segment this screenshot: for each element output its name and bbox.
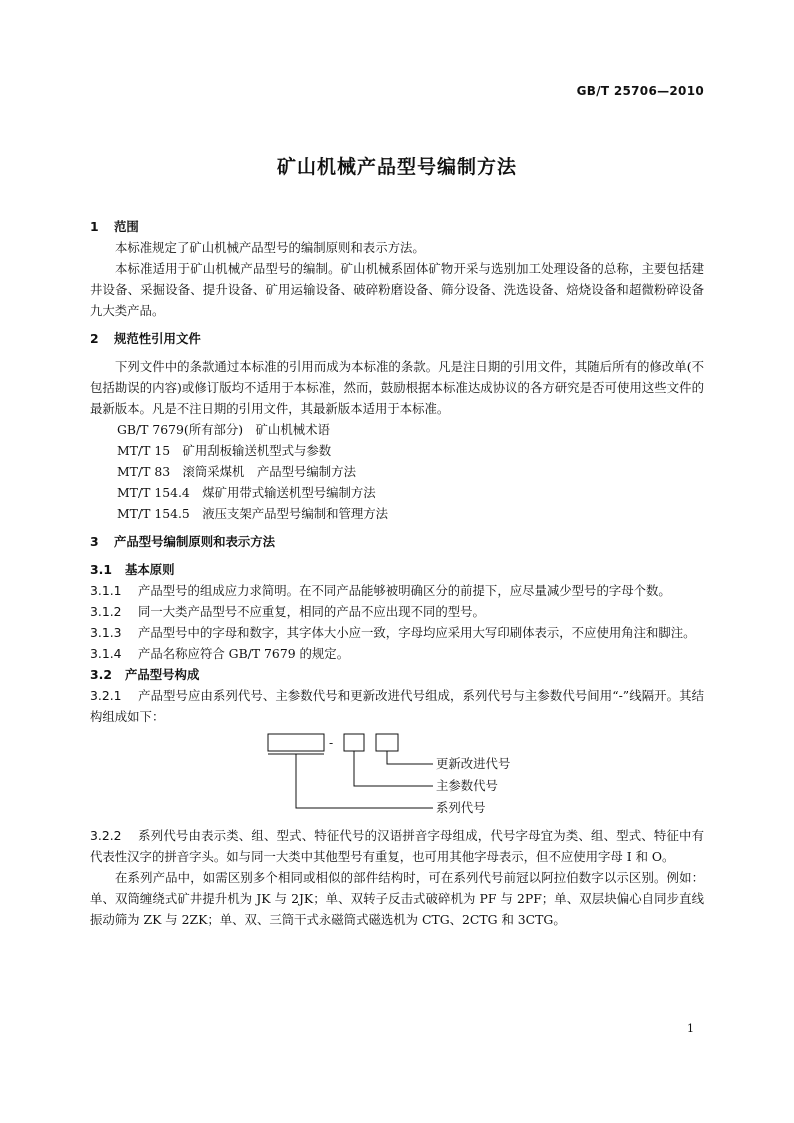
document-title: 矿山机械产品型号编制方法 <box>276 156 517 178</box>
section-number: 1 <box>90 219 99 234</box>
clause-text: 系列代号由表示类、组、型式、特征代号的汉语拼音字母组成，代号字母宜为类、组、型式、特征中有代表性汉字的拼音字头。如与同一大类中其他型号有重复，也可用其他字母表示，但不应使用字母 I 和 O。 <box>90 828 704 864</box>
clause-3-1-2 <box>90 601 704 622</box>
label-series-code: 系列代号 <box>436 800 486 815</box>
clause-3-1-4 <box>90 643 704 664</box>
clause-text: 产品型号应由系列代号、主参数代号和更新改进代号组成，系列代号与主参数代号间用“-”线隔开。其结构组成如下： <box>90 688 704 724</box>
section-3-heading <box>90 531 704 552</box>
section-title: 范围 <box>114 219 139 234</box>
reference-item: GB/T 7679(所有部分) 矿山机械术语 <box>117 422 330 437</box>
clause-number: 3.2.2 <box>90 828 122 843</box>
reference-item: MT/T 154.4 煤矿用带式输送机型号编制方法 <box>117 485 376 500</box>
page-number: 1 <box>687 1022 694 1035</box>
clause-number: 3.2.1 <box>90 688 122 703</box>
series-code-leader <box>296 754 433 808</box>
clause-number: 3.1.2 <box>90 604 122 619</box>
paragraph: 本标准适用于矿山机械产品型号的编制。矿山机械系固体矿物开采与选别加工处理设备的总称，主要包括建井设备、采掘设备、提升设备、矿用运输设备、破碎粉磨设备、筛分设备、洗选设备、焙烧设备和超微粉碎设备九大类产品。 <box>90 261 704 318</box>
subsection-title: 产品型号构成 <box>125 667 200 682</box>
model-structure-diagram <box>90 727 704 825</box>
clause-3-2-2 <box>90 825 704 867</box>
main-param-box <box>344 734 364 751</box>
section-2-heading <box>90 328 704 349</box>
section-title: 规范性引用文件 <box>114 331 201 346</box>
clause-text: 产品名称应符合 GB/T 7679 的规定。 <box>138 646 350 661</box>
clause-3-1-1 <box>90 580 704 601</box>
standard-code: GB/T 25706—2010 <box>576 84 704 98</box>
clause-number: 3.1.3 <box>90 625 122 640</box>
clause-text: 同一大类产品型号不应重复，相同的产品不应出现不同的型号。 <box>138 604 485 619</box>
clause-text: 产品型号中的字母和数字，其字体大小应一致，字母均应采用大写印刷体表示，不应使用角注和脚注。 <box>138 625 696 640</box>
series-code-box <box>268 734 324 751</box>
clause-3-2-1 <box>90 685 704 727</box>
clause-text: 产品型号的组成应力求简明。在不同产品能够被明确区分的前提下，应尽量减少型号的字母个数。 <box>138 583 671 598</box>
label-main-param-code: 主参数代号 <box>436 778 498 793</box>
label-update-code: 更新改进代号 <box>436 756 511 771</box>
subsection-3-2-heading <box>90 664 704 685</box>
clause-number: 3.1.1 <box>90 583 122 598</box>
subsection-3-1-heading <box>90 559 704 580</box>
diagram-dash: - <box>329 735 334 750</box>
paragraph: 在系列产品中，如需区别多个相同或相似的部件结构时，可在系列代号前冠以阿拉伯数字以示区别。例如：单、双筒缠绕式矿井提升机为 JK 与 2JK；单、双转子反击式破碎机为 PF 与 2PF；单、双层块偏心自同步直线振动筛为 ZK 与 2ZK；单、双、三筒干式永磁筒式磁选机为 CTG、2CTG 和 3CTG。 <box>90 870 704 927</box>
diagram-lines <box>90 727 704 825</box>
update-code-leader <box>387 751 433 764</box>
reference-item: MT/T 154.5 液压支架产品型号编制和管理方法 <box>117 506 389 521</box>
document-body <box>90 216 704 930</box>
section-number: 3 <box>90 534 99 549</box>
section-number: 2 <box>90 331 99 346</box>
section-title: 产品型号编制原则和表示方法 <box>114 534 276 549</box>
reference-item: MT/T 83 滚筒采煤机 产品型号编制方法 <box>117 464 356 479</box>
main-param-leader <box>354 751 433 786</box>
clause-3-1-3 <box>90 622 704 643</box>
subsection-title: 基本原则 <box>125 562 175 577</box>
paragraph: 本标准规定了矿山机械产品型号的编制原则和表示方法。 <box>115 240 425 255</box>
paragraph: 下列文件中的条款通过本标准的引用而成为本标准的条款。凡是注日期的引用文件，其随后所有的修改单(不包括勘误的内容)或修订版均不适用于本标准，然而，鼓励根据本标准达成协议的各方研究是否可使用这些文件的最新版本。凡是不注日期的引用文件，其最新版本适用于本标准。 <box>90 359 704 416</box>
clause-number: 3.1.4 <box>90 646 122 661</box>
subsection-number: 3.2 <box>90 667 112 682</box>
reference-item: MT/T 15 矿用刮板输送机型式与参数 <box>117 443 332 458</box>
subsection-number: 3.1 <box>90 562 112 577</box>
update-code-box <box>376 734 398 751</box>
section-1-heading <box>90 216 704 237</box>
